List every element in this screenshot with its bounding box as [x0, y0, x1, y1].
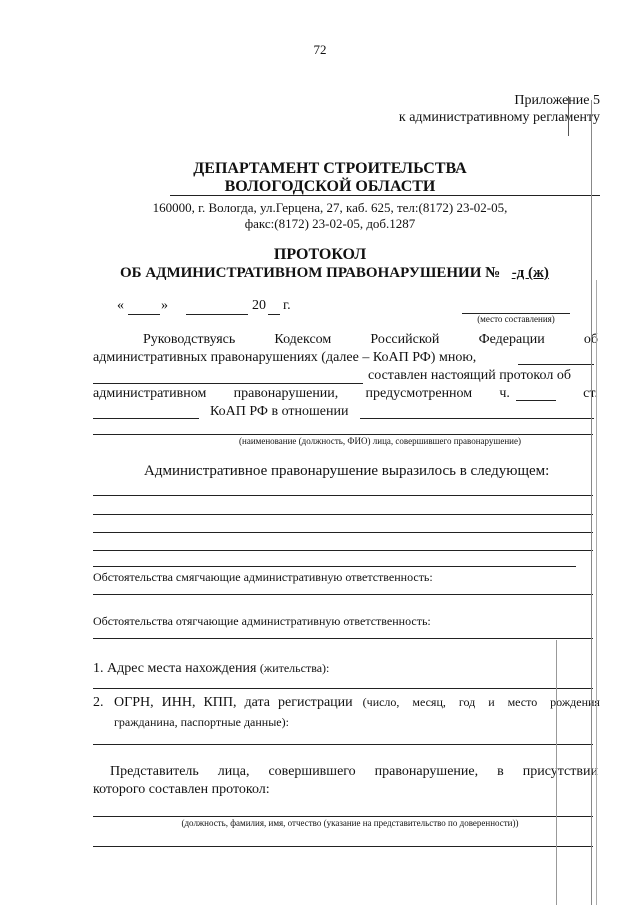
- violation-line[interactable]: [93, 514, 593, 515]
- item2-note-word: год: [458, 695, 476, 709]
- item2-note-word: (число,: [362, 695, 400, 709]
- item2-word: ИНН,: [161, 695, 196, 710]
- protocol-title: ПРОТОКОЛ: [273, 246, 367, 263]
- p1-word: Федерации: [478, 332, 545, 347]
- date-year-prefix: 20: [252, 298, 266, 313]
- date-close-quote: »: [161, 298, 168, 313]
- p1-word: административном: [93, 386, 207, 401]
- aggravating-field[interactable]: [93, 638, 593, 639]
- date-day-field[interactable]: [128, 314, 160, 315]
- item2-word: регистрации: [278, 695, 353, 710]
- mitigating-label: Обстоятельства смягчающие административную ответственность:: [93, 570, 433, 584]
- p1-word: об: [583, 332, 598, 347]
- item2-note-word: рождения: [550, 695, 600, 709]
- mitigating-field[interactable]: [93, 594, 593, 595]
- violation-line[interactable]: [93, 566, 576, 567]
- item1-label: Адрес места нахождения: [107, 661, 257, 676]
- org-address-line2: факс:(8172) 23-02-05, доб.1287: [244, 216, 416, 231]
- org-address-line1: 160000, г. Вологда, ул.Герцена, 27, каб. 625, тел:(8172) 23-02-05,: [152, 200, 508, 215]
- paragraph1-line4: [93, 386, 598, 402]
- violator-caption: (наименование (должность, ФИО) лица, совершившего правонарушение): [239, 436, 521, 446]
- item2-line1: [114, 695, 600, 711]
- scan-artifact: [596, 280, 597, 905]
- rep-word: Представитель: [110, 764, 199, 779]
- address-field[interactable]: [93, 688, 593, 689]
- appendix-line1: Приложение 5: [514, 93, 600, 108]
- violation-heading: Административное правонарушение выразилось в следующем:: [144, 463, 550, 479]
- place-caption: (место составления): [477, 314, 555, 324]
- article-part-field[interactable]: [516, 386, 556, 401]
- item2-word: КПП,: [203, 695, 237, 710]
- violator-field[interactable]: [360, 418, 594, 419]
- item1-note: (жительства):: [259, 661, 330, 675]
- p1-word: правонарушении,: [233, 386, 339, 401]
- representative-caption: (должность, фамилия, имя, отчество (указание на представительство по доверенности)): [181, 818, 519, 828]
- author-field[interactable]: [518, 364, 594, 365]
- org-name-line2: ВОЛОГОДСКОЙ ОБЛАСТИ: [224, 178, 436, 195]
- date-month-field[interactable]: [186, 314, 248, 315]
- protocol-subtitle-text: ОБ АДМИНИСТРАТИВНОМ ПРАВОНАРУШЕНИИ №: [120, 265, 501, 281]
- scan-artifact: [591, 100, 592, 905]
- date-year-suffix: г.: [283, 298, 291, 313]
- representative-field-cont[interactable]: [93, 846, 593, 847]
- representative-line2: которого составлен протокол:: [93, 782, 270, 797]
- representative-field[interactable]: [93, 816, 593, 817]
- paragraph1-line3: составлен настоящий протокол об: [368, 368, 571, 383]
- rep-word: лица,: [217, 764, 250, 779]
- item2-note-word: месяц,: [412, 695, 446, 709]
- item2-note-word: место: [507, 695, 538, 709]
- protocol-number: -д (ж): [511, 265, 549, 281]
- p1-word: ст.: [583, 386, 598, 401]
- violation-line[interactable]: [93, 532, 593, 533]
- p1-word: Кодексом: [274, 332, 332, 347]
- paragraph1-line2: административных правонарушениях (далее – КоАП РФ) мною,: [93, 350, 477, 365]
- violator-field-cont[interactable]: [93, 434, 593, 435]
- representative-line1: [110, 764, 598, 780]
- item2-number: 2.: [93, 695, 104, 710]
- p1-word: предусмотренном: [365, 386, 473, 401]
- registration-field[interactable]: [93, 744, 593, 745]
- author-field-cont[interactable]: [93, 383, 363, 384]
- appendix-line2: к административному регламенту: [398, 110, 600, 125]
- rep-word: присутствии: [522, 764, 598, 779]
- item2-note: [363, 695, 600, 710]
- page-number: 72: [313, 42, 327, 57]
- item2-word: ОГРН,: [114, 695, 154, 710]
- item2-note-word: и: [488, 695, 495, 709]
- scan-artifact: [568, 96, 569, 136]
- item1: [93, 661, 329, 677]
- paragraph1-line1: [143, 332, 598, 348]
- p1-word: Российской: [370, 332, 440, 347]
- date-year-field[interactable]: [268, 314, 280, 315]
- scan-artifact: [556, 640, 557, 905]
- violation-line[interactable]: [93, 495, 593, 496]
- item2-word: дата: [244, 695, 270, 710]
- paragraph1-line5: КоАП РФ в отношении: [210, 404, 349, 419]
- p1-word: Руководствуясь: [143, 332, 236, 347]
- aggravating-label: Обстоятельства отягчающие административную ответственность:: [93, 614, 431, 628]
- header-rule: [170, 195, 600, 196]
- rep-word: совершившего: [268, 764, 356, 779]
- violation-line[interactable]: [93, 550, 593, 551]
- protocol-subtitle: [120, 265, 549, 282]
- date-open-quote: «: [117, 298, 124, 313]
- article-field[interactable]: [93, 418, 199, 419]
- item1-number: 1.: [93, 661, 104, 676]
- p1-word: ч.: [499, 386, 510, 401]
- rep-word: в: [497, 764, 504, 779]
- rep-word: правонарушение,: [374, 764, 479, 779]
- org-name-line1: ДЕПАРТАМЕНТ СТРОИТЕЛЬСТВА: [193, 160, 467, 177]
- item2-note-line2: гражданина, паспортные данные):: [114, 715, 289, 729]
